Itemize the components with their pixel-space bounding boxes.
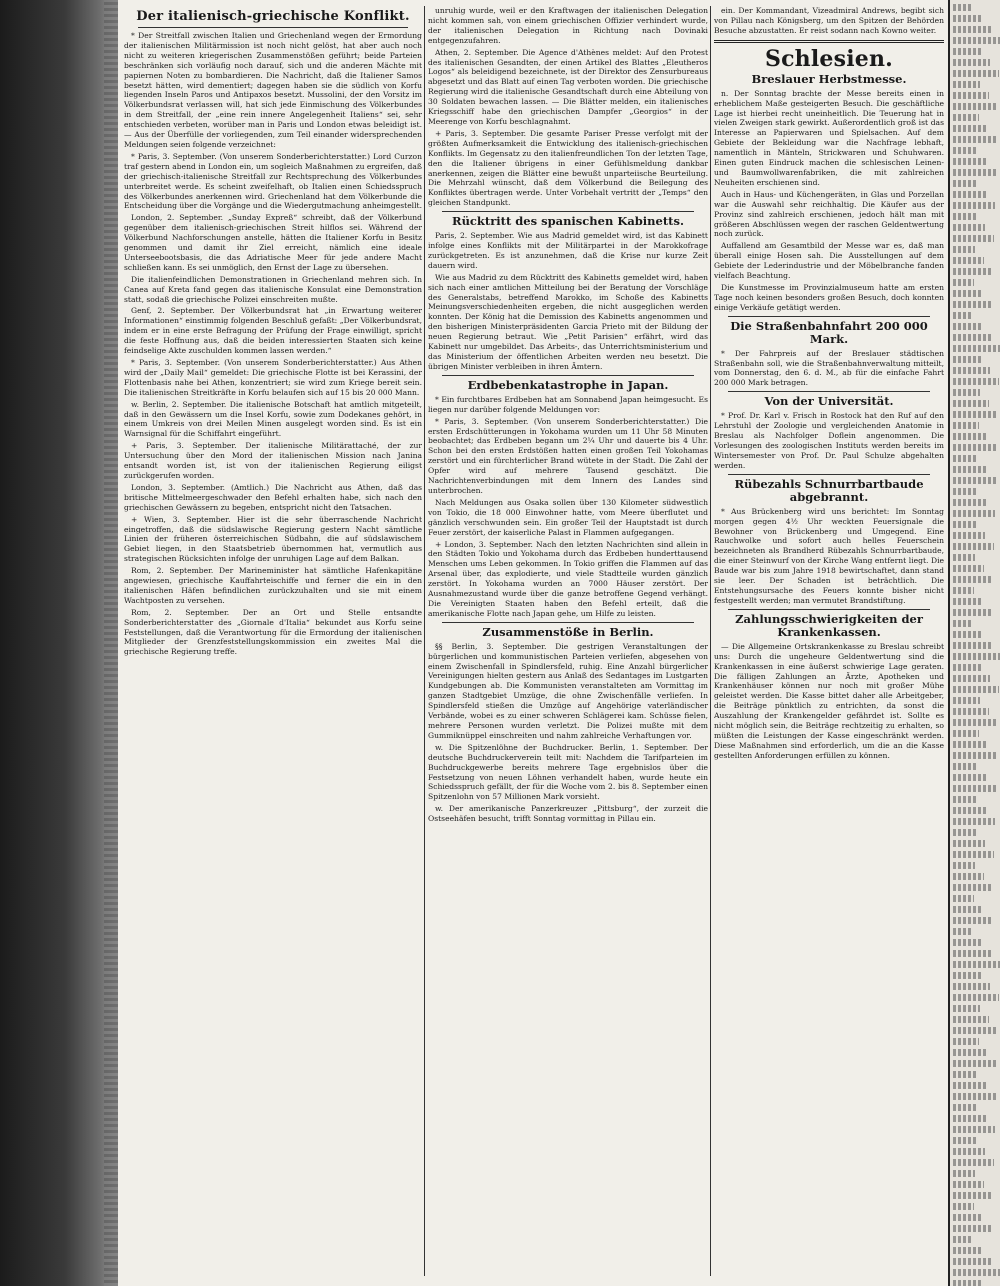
adjacent-page-text-line xyxy=(953,1049,988,1056)
newspaper-page xyxy=(118,0,948,1286)
column-2-top-articles xyxy=(428,6,708,208)
adjacent-page-text-line xyxy=(953,477,996,484)
adjacent-page-text-line xyxy=(953,895,974,902)
heading-baude: Rübezahls Schnurrbartbaude abgebrannt. xyxy=(734,476,924,504)
berlin-articles xyxy=(428,642,708,824)
adjacent-page-text-line xyxy=(953,1038,979,1045)
adjacent-page-text-line xyxy=(953,521,976,528)
adjacent-page-text-line xyxy=(953,48,981,55)
adjacent-page-text-line xyxy=(953,543,994,550)
article-paragraph: w. Berlin, 2. September. Die italienische Botschaft hat amtlich mitgeteilt, daß in den Gewässern um die Insel Korfu, sowie zum Dodekanes gehört, in einem Umkreis von drei Meilen Minen ausgelegt worden sind. Es ist ein Warnsignal für die Schiffahrt eingeführt. xyxy=(124,399,422,439)
adjacent-page-text-line xyxy=(953,697,980,704)
adjacent-page-text-line xyxy=(953,246,975,253)
adjacent-page-text-line xyxy=(953,411,998,418)
article-paragraph: Die Kunstmesse im Provinzialmuseum hatte am ersten Tage noch keinen besonders großen Besuch, doch konnten einige Verkäufe getätigt werden. xyxy=(714,282,944,312)
adjacent-page-text-line xyxy=(953,81,980,88)
adjacent-page-text-line xyxy=(953,686,999,693)
adjacent-page-text-line xyxy=(953,466,987,473)
article-paragraph: Nach Meldungen aus Osaka sollen über 130 Kilometer südwestlich von Tokio, die 18 000 Einwohner hatte, vom Meere überflutet und gänzlich verschwunden sein. Ein großer Teil der Hauptstadt ist durch Feuer zerstört, der kaiserliche Palast in Flammen aufgegangen. xyxy=(428,497,708,537)
spain-articles xyxy=(428,231,708,372)
adjacent-page-text-line xyxy=(953,829,976,836)
article-baude: * Aus Brückenberg wird uns berichtet: Im Sonntag morgen gegen 4½ Uhr weckten Feuersignale die Bewohner von Brückenberg und Umgegend. Eine Rauchwolke und sofort auch helles Feuerschein bezeichneten als Brandherd Rübezahls Schnurrbartbaude, die einer Steinwurf von der Kirche Wang entfernt liegt. Die Baude war bis zum Jahre 1918 bewirtschaftet, dann stand sie leer. Der Schaden ist beträchtlich. Die Entstehungsursache des Feuers konnte bisher nicht festgestellt werden; man vermutet Brandstiftung. xyxy=(714,506,944,605)
adjacent-page-text-line xyxy=(953,257,984,264)
adjacent-page-text-line xyxy=(953,1082,987,1089)
adjacent-page-text-line xyxy=(953,587,974,594)
adjacent-page-text-line xyxy=(953,433,988,440)
article-paragraph: London, 3. September. (Amtlich.) Die Nachricht aus Athen, daß das britische Mittelmeergeschwader den Befehl erhalten habe, sich nach den griechischen Gewässern zu begeben, entspricht nicht den Tatsachen. xyxy=(124,482,422,512)
article-paragraph: Rom, 2. September. Der an Ort und Stelle entsandte Sonderberichterstatter des „Giornale d'Italia“ bekundet aus Korfu seine Feststellungen, daß die Verantwortung für die Ermordung der italienischen Mitglieder der Grenzfeststellungskommission ein zweites Mal die griechische Regierung treffe. xyxy=(124,607,422,657)
article-universitaet: * Prof. Dr. Karl v. Frisch in Rostock hat den Ruf auf den Lehrstuhl der Zoologie und vergleichenden Anatomie in Breslau als Nachfolger Doflein angenommen. Die Vorlesungen des zoologischen Instituts werden bereits im Wintersemester von Prof. Dr. Paul Schulze abgehalten werden. xyxy=(714,411,944,470)
article-paragraph: + Wien, 3. September. Hier ist die sehr überraschende Nachricht eingetroffen, daß die südslawische Regierung gestern Nacht sämtliche Linien der früheren österreichischen Südbahn, die auf südslawischem Gebiet liegen, in den Staatsbetrieb übernommen hat, vermutlich aus strategischen Rücksichten infolge der unruhigen Lage auf dem Balkan. xyxy=(124,514,422,564)
article-paragraph: Athen, 2. September. Die Agence d'Athènes meldet: Auf den Protest des italienischen Gesandten, der einen Artikel des Blattes „Eleutheros Logos“ als beleidigend bezeichnete, ist der Direktor des Zensurbureaus abgesetzt und das Blatt auf einen Tag verboten worden. Die griechische Regierung wird die italienische Gesandtschaft durch eine Abteilung von 30 Soldaten bewachen lassen. — Die Blätter melden, ein italienisches Kriegsschiff habe den griechischen Dampfer „Georgios“ in der Meerenge von Korfu beschlagnahmt. xyxy=(428,47,708,126)
adjacent-page-text-line xyxy=(953,609,992,616)
adjacent-page-text-line xyxy=(953,1280,981,1286)
divider xyxy=(442,622,694,623)
headline-konflikt: Der italienisch-griechische Konflikt. xyxy=(136,9,410,24)
adjacent-page-text-line xyxy=(953,488,977,495)
heading-strassenbahn: Die Straßenbahnfahrt 200 000 Mark. xyxy=(730,318,928,346)
article-paragraph: §§ Berlin, 3. September. Die gestrigen Veranstaltungen der bürgerlichen und kommunistischen Parteien verliefen, abgesehen von einem Zwischenfall in Spindlersfeld, ruhig. Eine Anzahl bürgerlicher Vereinigungen hielten gestern aus Anlaß des Sedantages im Lustgarten Kundgebungen ab. Die Kommunisten veranstalteten am Vormittag im ganzen Stadtgebiet Umzüge, die ohne Zwischenfälle verliefen. In Spindlersfeld stießen die Umzüge auf Angehörige vaterländischer Verbände, wobei es zu einer schweren Schlägerei kam. Schüsse fielen, mehrere Personen wurden verletzt. Die Polizei mußte mit dem Gummiknüppel einschreiten und nahm zahlreiche Verhaftungen vor. xyxy=(428,641,708,740)
adjacent-page-text-line xyxy=(953,389,980,396)
adjacent-page-text-line xyxy=(953,70,999,77)
divider xyxy=(728,474,930,475)
adjacent-page-text-line xyxy=(953,158,987,165)
column-rule xyxy=(710,6,711,1276)
adjacent-page-text-line xyxy=(953,345,1000,352)
adjacent-page-text-line xyxy=(953,455,978,462)
adjacent-page-text-line xyxy=(953,862,975,869)
adjacent-page-text-line xyxy=(953,26,991,33)
adjacent-page-edge xyxy=(948,0,1000,1286)
column-1-articles xyxy=(124,31,422,657)
column-3 xyxy=(714,6,944,1280)
adjacent-page-text-line xyxy=(953,125,988,132)
adjacent-page-text-line xyxy=(953,818,995,825)
heading-berlin: Zusammenstöße in Berlin. xyxy=(482,624,654,639)
article-paragraph: Auffallend am Gesamtbild der Messe war es, daß man überall einige Hosen sah. Die Ausstellungen auf dem Gebiete der Lederindustrie und der Möbelbranche fanden vielfach Beachtung. xyxy=(714,241,944,281)
adjacent-page-text-line xyxy=(953,202,995,209)
adjacent-page-text-line xyxy=(953,1170,975,1177)
adjacent-page-text-line xyxy=(953,1104,977,1111)
adjacent-page-text-line xyxy=(953,598,983,605)
adjacent-page-text-line xyxy=(953,664,981,671)
adjacent-page-text-line xyxy=(953,1192,993,1199)
adjacent-page-text-line xyxy=(953,444,997,451)
article-paragraph: + London, 3. September. Nach den letzten Nachrichten sind allein in den Städten Tokio und Yokohama durch das Erdbeben hunderttausend Menschen ums Leben gekommen. In Tokio griffen die Flammen auf das Arsenal über, das explodierte, und viele Stadtteile wurden gänzlich zerstört. In Yokohama wurden an 7000 Häuser zerstört. Der Ausnahmezustand wurde über die ganze betroffene Gegend verhängt. Die Vereinigten Staaten haben den Befehl erteilt, daß die amerikanische Flotte nach Japan gehe, um Hilfe zu leisten. xyxy=(428,539,708,618)
article-paragraph: Auch in Haus- und Küchengeräten, in Glas und Porzellan war die Auswahl sehr reichhaltig. Die Käufer aus der Provinz sind zahlreich erschienen, jedoch hält man mit größeren Abschlüssen wegen der raschen Geldentwertung noch zurück. xyxy=(714,189,944,239)
adjacent-page-text-line xyxy=(953,312,973,319)
adjacent-page-text-line xyxy=(953,873,984,880)
article-krankenkassen: — Die Allgemeine Ortskrankenkasse zu Breslau schreibt uns: Durch die ungeheure Geldentwertung sind die Krankenkassen in eine äußerst schwierige Lage geraten. Die fälligen Zahlungen an Ärzte, Apotheken und Krankenhäuser können nur noch mit großer Mühe geleistet werden. Die Kasse bittet daher alle Arbeitgeber, die Beiträge pünktlich zu entrichten, da sonst die Auszahlung der Krankengelder gefährdet ist. Sollte es nicht möglich sein, die Beiträge rechtzeitig zu erhalten, so müßten die Leistungen der Kasse eingeschränkt werden. Diese Maßnahmen sind erforderlich, um die an die Kasse gestellten Anforderungen erfüllen zu können. xyxy=(714,641,944,760)
adjacent-page-text-line xyxy=(953,884,993,891)
adjacent-page-text-line xyxy=(953,1236,973,1243)
divider xyxy=(728,316,930,317)
adjacent-page-text-line xyxy=(953,400,989,407)
heading-krankenkassen: Zahlungsschwierigkeiten der Krankenkassen. xyxy=(735,611,923,639)
adjacent-page-text-line xyxy=(953,37,1000,44)
divider xyxy=(728,391,930,392)
adjacent-page-text-line xyxy=(953,279,974,286)
adjacent-page-text-line xyxy=(953,1269,1000,1276)
book-spine xyxy=(0,0,118,1286)
adjacent-page-text-line xyxy=(953,1225,992,1232)
adjacent-page-text-line xyxy=(953,928,973,935)
adjacent-page-text-line xyxy=(953,1005,980,1012)
adjacent-page-text-line xyxy=(953,92,989,99)
article-paragraph: unruhig wurde, weil er den Kraftwagen der italienischen Delegation nicht kommen sah, von einem griechischen Offizier verhindert wurde, der italienischen Delegation in Richtung nach Dovinaki entgegenzufahren. xyxy=(428,6,708,45)
adjacent-page-text-line xyxy=(953,939,982,946)
herbstmesse-articles xyxy=(714,89,944,313)
article-paragraph: Wie aus Madrid zu dem Rücktritt des Kabinetts gemeldet wird, haben sich nach einer amtlichen Mitteilung bei der Beratung der Vorschläge des Generalstabs, betreffend Marokko, im Schoße des Kabinetts Meinungsverschiedenheiten ergeben, die nicht ausgeglichen werden konnten. Der König hat die Demission des Kabinetts angenommen und den bisherigen Ministerpräsidenten Garcia Prieto mit der Bildung der neuen Regierung betraut. Wie „Petit Parisien“ erfährt, wird das Kabinett nur umgebildet. Das Arbeits-, das Unterrichtsministerium und das Ministerium der öffentlichen Arbeiten werden neu besetzt. Die übrigen Minister verbleiben in ihren Ämtern. xyxy=(428,272,708,371)
adjacent-page-text-line xyxy=(953,224,985,231)
adjacent-page-text-line xyxy=(953,1071,978,1078)
heading-universitaet: Von der Universität. xyxy=(764,394,894,409)
adjacent-page-text-line xyxy=(953,631,982,638)
adjacent-page-text-line xyxy=(953,378,999,385)
adjacent-page-text-line xyxy=(953,851,994,858)
adjacent-page-text-line xyxy=(953,763,978,770)
article-paragraph: * Ein furchtbares Erdbeben hat am Sonnabend Japan heimgesucht. Es liegen nur darüber folgende Meldungen vor: xyxy=(428,394,708,414)
adjacent-page-text-line xyxy=(953,642,991,649)
column-rule xyxy=(424,6,425,1276)
japan-articles xyxy=(428,395,708,619)
article-strassenbahn: * Der Fahrpreis auf der Breslauer städtischen Straßenbahn soll, wie die Straßenbahnverwaltung mitteilt, vom Donnerstag, den 6. d. M., ab für die einfache Fahrt 200 000 Mark betragen. xyxy=(714,348,944,388)
adjacent-page-text-line xyxy=(953,1016,989,1023)
adjacent-page-text-line xyxy=(953,675,990,682)
adjacent-page-text-line xyxy=(953,180,977,187)
adjacent-page-text-line xyxy=(953,972,981,979)
adjacent-page-text-line xyxy=(953,554,975,561)
adjacent-page-text-line xyxy=(953,59,990,66)
adjacent-page-text-line xyxy=(953,620,973,627)
adjacent-page-text-line xyxy=(953,147,978,154)
article-paragraph: n. Der Sonntag brachte der Messe bereits einen in erheblichem Maße gesteigerten Besuch. Die geschäftliche Lage ist hierbei recht uneinheitlich. Die Teuerung hat in vielen Zweigen stark gewirkt. Außerordentlich groß ist das Interesse an Papierwaren und Spielsachen. Auf dem Gebiete der Bekleidung war die Nachfrage lebhaft, namentlich in Mänteln, Strickwaren und Schuhwaren. Einen guten Eindruck machen die schlesischen Leinen- und Baumwollwarenfabriken, die mit zahlreichen Neuheiten erschienen sind. xyxy=(714,88,944,187)
adjacent-page-text-line xyxy=(953,1148,985,1155)
heading-spain: Rücktritt des spanischen Kabinetts. xyxy=(452,214,684,229)
article-paragraph: + Paris, 3. September. Der italienische Militärattaché, der zur Untersuchung über den Mord der italienischen Mission nach Janina entsandt worden ist, ist von der italienischen Regierung eiligst zurückgerufen worden. xyxy=(124,441,422,480)
adjacent-page-text-line xyxy=(953,1115,986,1122)
divider xyxy=(138,27,408,28)
article-paragraph: w. Die Spitzenlöhne der Buchdrucker. Berlin, 1. September. Der deutsche Buchdruckerverein teilt mit: Nachdem die Tarifparteien im Buchdruckgewerbe bereits mehrere Tage ergebnislos über die Festsetzung von neuen Löhnen verhandelt haben, wurde heute ein Schiedsspruch gefällt, der für die Woche vom 2. bis 8. September einen Spitzenlohn von 57 Millionen Mark vorsieht. xyxy=(428,742,708,802)
adjacent-page-text-line xyxy=(953,15,982,22)
article-paragraph: London, 2. September. „Sunday Expreß“ schreibt, daß der Völkerbund gegenüber dem italienisch-griechischen Streit hilflos sei. Während der Völkerbund Nachforschungen anstelle, hätten die Italiener Korfu in Besitz genommen und damit ihr Ziel erreicht, nämlich eine ideale Unterseebootsbasis, die das Adriatische Meer für jede andere Macht schließen kann. Es sei unmöglich, den Ernst der Lage zu übersehen. xyxy=(124,213,422,272)
adjacent-page-text-line xyxy=(953,1159,994,1166)
adjacent-page-text-line xyxy=(953,906,983,913)
adjacent-page-text-line xyxy=(953,191,986,198)
adjacent-page-text-line xyxy=(953,367,990,374)
adjacent-page-text-line xyxy=(953,565,984,572)
adjacent-page-text-line xyxy=(953,774,987,781)
adjacent-page-text-line xyxy=(953,807,986,814)
column-2 xyxy=(428,6,708,1280)
adjacent-page-text-line xyxy=(953,334,991,341)
article-paragraph: * Paris, 3. September. (Von unserem Sonderberichterstatter.) Lord Curzon traf gestern abend in London ein, um sogleich Maßnahmen zu ergreifen, daß der griechisch-italienische Streitfall zur Rechtsprechung des Völkerbundes unterbreitet werde. Es scheint zweifelhaft, ob Italien einen Schiedsspruch des Völkerbundes anerkennen wird. Griechenland hat dem Völkerbunde die Entscheidung über die Vorgänge und die Wiedergutmachung anheimgestellt. xyxy=(124,151,422,211)
adjacent-page-text-line xyxy=(953,235,994,242)
adjacent-page-text-line xyxy=(953,961,1000,968)
column-1 xyxy=(124,6,422,1280)
adjacent-page-text-line xyxy=(953,796,977,803)
adjacent-page-text-line xyxy=(953,576,993,583)
adjacent-page-text-line xyxy=(953,323,982,330)
adjacent-page-text-line xyxy=(953,708,989,715)
adjacent-page-text-line xyxy=(953,1258,991,1265)
adjacent-page-text-line xyxy=(953,730,979,737)
adjacent-page-text-line xyxy=(953,356,981,363)
adjacent-page-text-line xyxy=(953,301,992,308)
adjacent-page-text-line xyxy=(953,532,985,539)
heading-herbstmesse: Breslauer Herbstmesse. xyxy=(751,71,907,86)
article-paragraph: Genf, 2. September. Der Völkerbundsrat hat „in Erwartung weiterer Informationen“ einstimmig folgenden Beschluß gefaßt: „Der Völkerbundsrat, indem er in eine erste Befragung der Prüfung der Frage einwilligt, spricht die feste Hoffnung aus, daß die beiden interessierten Staaten sich keine feindselige Akte zuschulden kommen lassen werden.“ xyxy=(124,306,422,356)
adjacent-page-text-line xyxy=(953,510,995,517)
adjacent-page-text-line xyxy=(953,1060,997,1067)
heading-schlesien: Schlesien. xyxy=(764,45,894,72)
adjacent-page-text-line xyxy=(953,136,997,143)
adjacent-page-text-line xyxy=(953,741,988,748)
article-paragraph: * Der Streitfall zwischen Italien und Griechenland wegen der Ermordung der italienischen Militärmission ist noch nicht gelöst, hat aber auch noch nicht zu weiteren kriegerischen Zusammenstößen geführt; beide Parteien beschränken sich vorläufig noch darauf, sich und die anderen Mächte mit papiernen Noten zu bombardieren. Die Nachricht, daß die Italiener Samos besetzt hätten, wird dementiert; dagegen haben sie die südlich von Korfu liegenden Inseln Paros und Antipaxos besetzt. Mussolini, der den Vorsitz im Völkerbundsrat verlassen will, hat sich jede Einmischung des Völkerbundes in dem Streitfall, der „eine rein innere Angelegenheit Italiens“ sei, sehr entschieden verbeten, worüber man in Paris und London etwas beleidigt ist. — Aus der Überfülle der vorliegenden, zum Teil einander widersprechenden Meldungen seien folgende verzeichnet: xyxy=(124,31,422,149)
adjacent-page-text-line xyxy=(953,1093,996,1100)
divider xyxy=(442,211,694,212)
adjacent-page-text-line xyxy=(953,422,979,429)
adjacent-page-text-line xyxy=(953,114,979,121)
adjacent-page-text-line xyxy=(953,1126,995,1133)
article-paragraph: w. Der amerikanische Panzerkreuzer „Pittsburg“, der zurzeit die Ostseehäfen besucht, trifft Sonntag vormittag in Pillau ein. xyxy=(428,804,708,824)
adjacent-page-text-line xyxy=(953,268,993,275)
adjacent-page-text-line xyxy=(953,499,986,506)
adjacent-page-text-line xyxy=(953,917,992,924)
adjacent-page-text-line xyxy=(953,785,996,792)
adjacent-page-text-line xyxy=(953,1027,998,1034)
divider xyxy=(728,609,930,610)
adjacent-page-text-line xyxy=(953,752,997,759)
adjacent-page-text-line xyxy=(953,719,998,726)
article-paragraph: * Paris, 3. September. (Von unserem Sonderberichterstatter.) Die ersten Erdschütterungen in Yokohama wurden um 11 Uhr 58 Minuten beobachtet; das Erdbeben begann um 2¼ Uhr und dauerte bis 4 Uhr. Schon bei den ersten Erdstößen hatten einen großen Teil Yokohamas zerstört und ein fürchterlicher Brand wütete in der Stadt. Die Zahl der Opfer wird auf mehrere Tausend geschätzt. Die Nachrichtenverbindungen mit dem Innern des Landes sind unterbrochen. xyxy=(428,416,708,495)
article-paragraph: Die italienfeindlichen Demonstrationen in Griechenland mehren sich. In Canea auf Kreta fand gegen das italienische Konsulat eine Demonstration statt, sodaß die griechische Polizei einschreiten mußte. xyxy=(124,274,422,304)
adjacent-page-text-line xyxy=(953,1203,974,1210)
article-paragraph: * Paris, 3. September. (Von unserem Sonderberichterstatter.) Aus Athen wird der „Daily Mail“ gemeldet: Die griechische Flotte ist bei Kerassini, der Flottenbasis nahe bei Athen, konzentriert; sie wird zum Kriege bereit sein. Die italienischen Streitkräfte in Korfu belaufen sich auf 15 bis 20 000 Mann. xyxy=(124,358,422,397)
article-paragraph: Rom, 2. September. Der Marineminister hat sämtliche Hafenkapitäne angewiesen, griechische Kauffahrteischiffe und ferner die ein in den italienischen Häfen befindlichen zurückzuhalten und sie mit einem Wachtposten zu versehen. xyxy=(124,566,422,605)
article-pittsburg-end: ein. Der Kommandant, Vizeadmiral Andrews, begibt sich von Pillau nach Königsberg, um den Spitzen der Behörden Besuche abzustatten. Er reist sodann nach Kowno weiter. xyxy=(714,6,944,35)
article-paragraph: Paris, 2. September. Wie aus Madrid gemeldet wird, ist das Kabinett infolge eines Konflikts mit der Militärpartei in der Marokkofrage zurückgetreten. Es ist anzunehmen, daß die Krise nur kurze Zeit dauern wird. xyxy=(428,231,708,270)
adjacent-page-text-line xyxy=(953,1247,982,1254)
adjacent-page-text-line xyxy=(953,950,991,957)
adjacent-page-text-line xyxy=(953,290,983,297)
adjacent-page-text-line xyxy=(953,1181,984,1188)
adjacent-page-text-line xyxy=(953,4,973,11)
divider xyxy=(714,40,944,43)
heading-japan: Erdbebenkatastrophe in Japan. xyxy=(467,377,669,392)
adjacent-page-text-line xyxy=(953,983,990,990)
adjacent-page-text-line xyxy=(953,653,1000,660)
adjacent-page-text-line xyxy=(953,994,999,1001)
adjacent-page-text-line xyxy=(953,169,996,176)
adjacent-page-text-line xyxy=(953,1137,976,1144)
adjacent-page-text-line xyxy=(953,840,985,847)
divider xyxy=(442,375,694,376)
adjacent-page-text-line xyxy=(953,213,976,220)
adjacent-page-text-line xyxy=(953,1214,983,1221)
adjacent-page-text-line xyxy=(953,103,998,110)
article-paragraph: + Paris, 3. September. Die gesamte Pariser Presse verfolgt mit der größten Aufmerksamkeit die Entwicklung des italienisch-griechischen Konflikts. Im Gegensatz zu den italienfreundlichen Ton der letzten Tage, den die Italiener übrigens in einer Gefühlsmeldung dankbar anerkennen, zeigen die Blätter eine bewußt unparteiische Beurteilung. Die Mehrzahl wünscht, daß dem Völkerbund die Beilegung des Konfliktes übertragen werde. Unter Vorbehalt vertritt der „Temps“ den gleichen Standpunkt. xyxy=(428,128,708,208)
